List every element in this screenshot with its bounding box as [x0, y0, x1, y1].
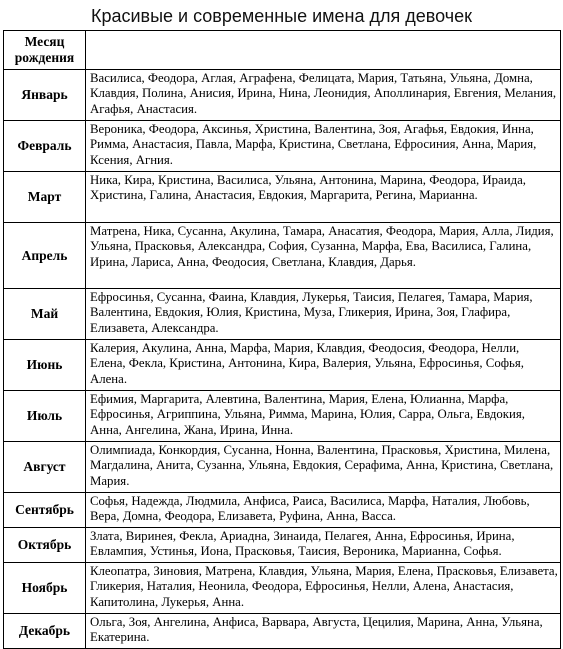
- names-cell: Василиса, Феодора, Аглая, Аграфена, Фелицата, Мария, Татьяна, Ульяна, Домна, Клавдия, Полина, Анисия, Ирина, Нина, Леонидия, Аполлинария, Евгения, Мелания, Агафья, Анастасия.: [86, 70, 561, 121]
- table-row: [4, 614, 561, 649]
- names-cell: Софья, Надежда, Людмила, Анфиса, Раиса, Василиса, Марфа, Наталия, Любовь, Вера, Домна, Феодора, Елизавета, Руфина, Анна, Васса.: [86, 493, 561, 528]
- page-title: Красивые и современные имена для девочек: [90, 6, 473, 26]
- table-row: [4, 442, 561, 493]
- month-cell: Ноябрь: [4, 563, 86, 614]
- names-cell: Олимпиада, Конкордия, Сусанна, Нонна, Валентина, Прасковья, Христина, Милена, Магдалина, Анита, Сузанна, Ульяна, Евдокия, Серафима, Анна, Кристина, Светлана, Мария.: [86, 442, 561, 493]
- header-month: Месяц рождения: [4, 31, 86, 70]
- month-cell: Декабрь: [4, 614, 86, 649]
- names-cell: Ефросинья, Сусанна, Фаина, Клавдия, Лукерья, Таисия, Пелагея, Тамара, Мария, Валентина, Евдокия, Юлия, Кристина, Муза, Гликерия, Ирина, Зоя, Глафира, Елизавета, Александра.: [86, 289, 561, 340]
- month-cell: Август: [4, 442, 86, 493]
- month-cell: Октябрь: [4, 528, 86, 563]
- table-row: [4, 172, 561, 223]
- table-header-row: [4, 31, 561, 70]
- page: [3, 2, 560, 649]
- table-row: [4, 70, 561, 121]
- table-row: [4, 563, 561, 614]
- names-cell: Клеопатра, Зиновия, Матрена, Клавдия, Ульяна, Мария, Елена, Прасковья, Елизавета, Гликерия, Наталия, Неонила, Феодора, Ефросинья, Нелли, Алена, Анастасия, Капитолина, Лукерья, Анна.: [86, 563, 561, 614]
- table-row: [4, 391, 561, 442]
- table-row: [4, 223, 561, 289]
- month-cell: Февраль: [4, 121, 86, 172]
- month-cell: Май: [4, 289, 86, 340]
- month-cell: Апрель: [4, 223, 86, 289]
- month-cell: Сентябрь: [4, 493, 86, 528]
- names-cell: Ефимия, Маргарита, Алевтина, Валентина, Мария, Елена, Юлианна, Марфа, Ефросинья, Агриппина, Ульяна, Римма, Марина, Юлия, Сарра, Ольга, Евдокия, Анна, Ангелина, Жана, Ирина, Инна.: [86, 391, 561, 442]
- table-row: [4, 493, 561, 528]
- month-cell: Июнь: [4, 340, 86, 391]
- table-row: [4, 528, 561, 563]
- table-row: [4, 289, 561, 340]
- names-table: [3, 30, 561, 649]
- names-cell: Ольга, Зоя, Ангелина, Анфиса, Варвара, Августа, Цецилия, Марина, Анна, Ульяна, Екатерина.: [86, 614, 561, 649]
- month-cell: Январь: [4, 70, 86, 121]
- names-cell: Калерия, Акулина, Анна, Марфа, Мария, Клавдия, Феодосия, Феодора, Нелли, Елена, Фекла, Кристина, Антонина, Кира, Валерия, Ульяна, Ефросинья, Софья, Алена.: [86, 340, 561, 391]
- names-cell: Ника, Кира, Кристина, Василиса, Ульяна, Антонина, Марина, Феодора, Ираида, Христина, Галина, Анастасия, Евдокия, Маргарита, Регина, Марианна.: [86, 172, 561, 223]
- month-cell: Март: [4, 172, 86, 223]
- table-row: [4, 340, 561, 391]
- names-cell: Матрена, Ника, Сусанна, Акулина, Тамара, Анасатия, Феодора, Мария, Алла, Лидия, Ульяна, Прасковья, Александра, София, Сузанна, Марфа, Ева, Василиса, Галина, Ирина, Лариса, Анна, Феодосия, Светлана, Клавдия, Дарья.: [86, 223, 561, 289]
- table-row: [4, 121, 561, 172]
- month-cell: Июль: [4, 391, 86, 442]
- header-names: [86, 31, 561, 70]
- names-cell: Вероника, Феодора, Аксинья, Христина, Валентина, Зоя, Агафья, Евдокия, Инна, Римма, Анастасия, Павла, Марфа, Кристина, Светлана, Ефросиния, Анна, Мария, Ксения, Агния.: [86, 121, 561, 172]
- names-cell: Злата, Виринея, Фекла, Ариадна, Зинаида, Пелагея, Анна, Ефросинья, Ирина, Евлампия, Устинья, Иона, Прасковья, Таисия, Вероника, Марианна, Софья.: [86, 528, 561, 563]
